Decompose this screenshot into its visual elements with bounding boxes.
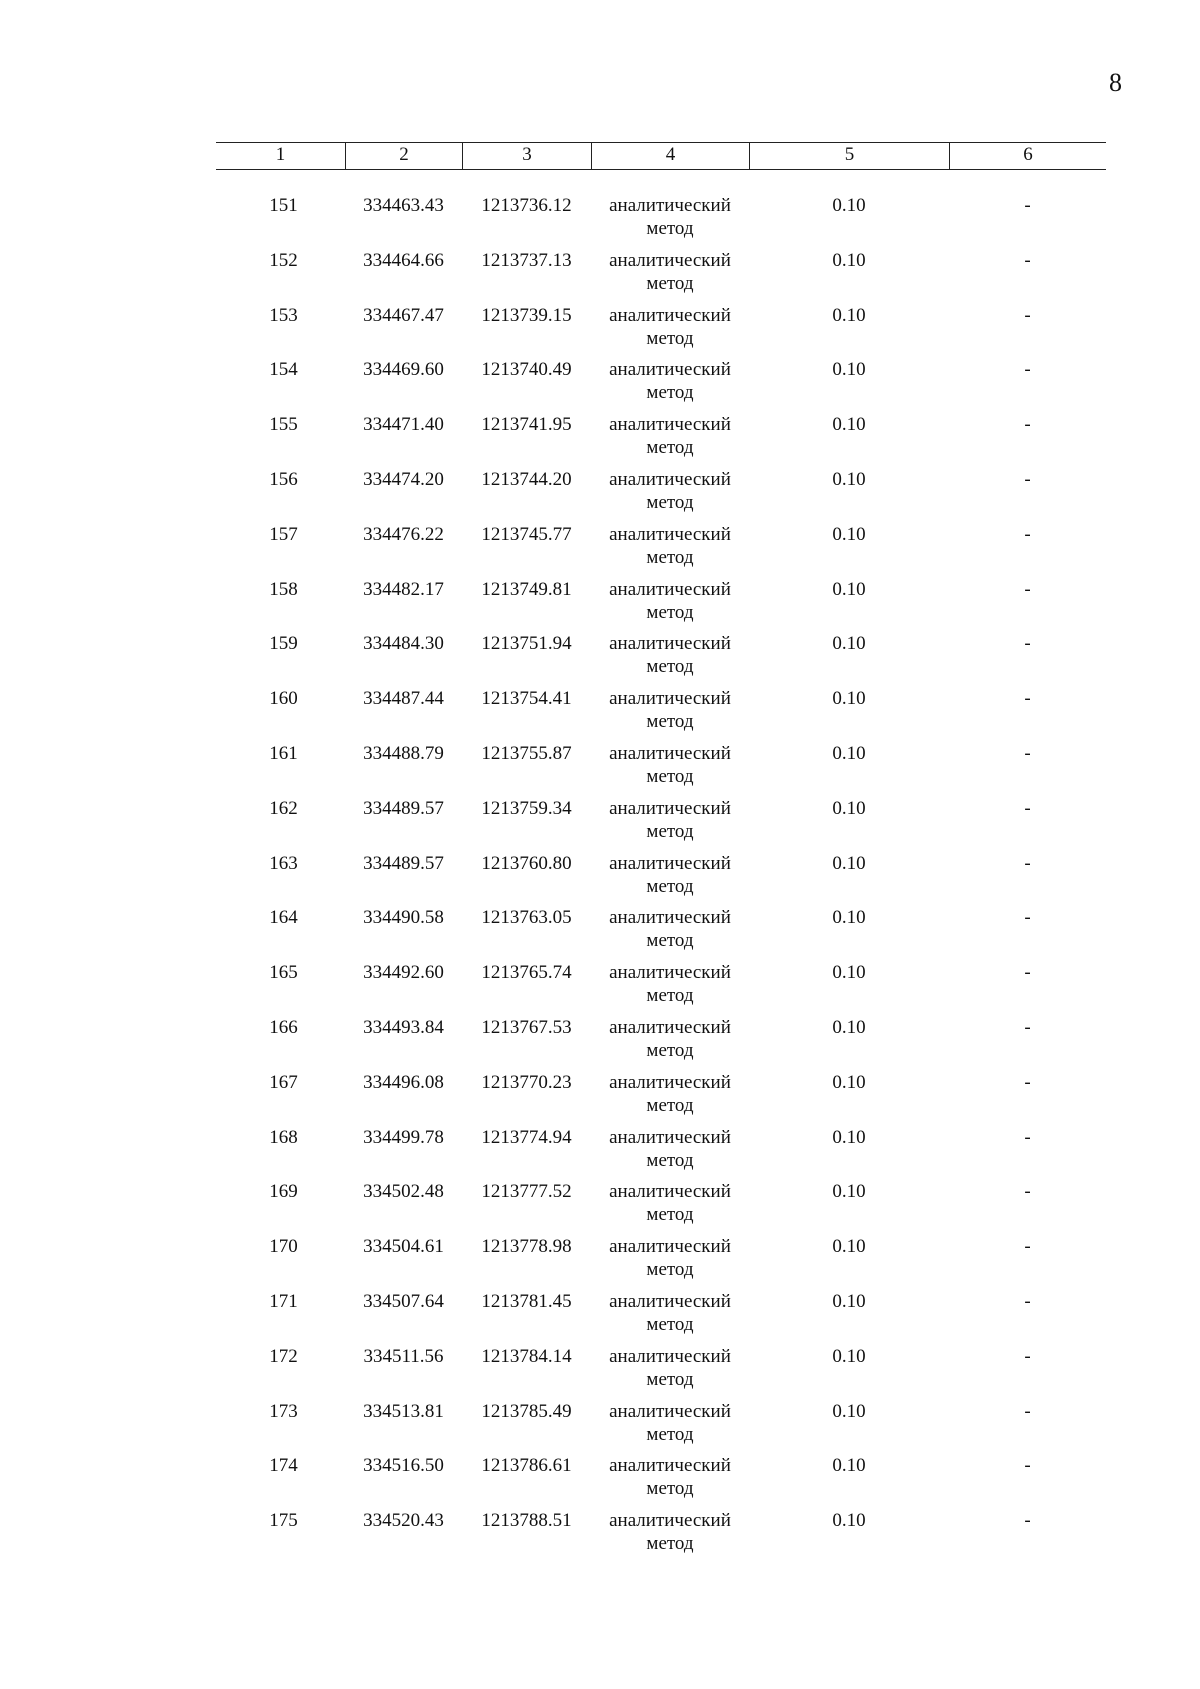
method-cell bbox=[591, 1126, 749, 1181]
point-number-cell: 154 bbox=[269, 359, 298, 381]
coordinate-y-cell: 1213778.98 bbox=[481, 1236, 572, 1258]
method-line-2: метод bbox=[646, 546, 694, 568]
table-row bbox=[216, 413, 1106, 468]
table-body bbox=[216, 194, 1106, 1564]
note-cell: - bbox=[1024, 249, 1031, 271]
table-row bbox=[216, 1454, 1106, 1509]
note-cell: - bbox=[1024, 1016, 1031, 1038]
point-number-cell: 162 bbox=[269, 797, 298, 819]
method-line-2: метод bbox=[646, 1313, 694, 1335]
coordinate-y-cell: 1213788.51 bbox=[481, 1510, 572, 1532]
note-cell: - bbox=[1024, 1510, 1031, 1532]
point-number-cell: 155 bbox=[269, 414, 298, 436]
coordinate-y-cell: 1213737.13 bbox=[481, 249, 572, 271]
table-row bbox=[216, 1016, 1106, 1071]
point-number-cell: 167 bbox=[269, 1071, 298, 1093]
table-row bbox=[216, 523, 1106, 578]
method-cell bbox=[591, 742, 749, 797]
method-line-2: метод bbox=[646, 656, 694, 678]
note-cell: - bbox=[1024, 633, 1031, 655]
point-number-cell: 165 bbox=[269, 962, 298, 984]
header-col-2: 2 bbox=[345, 143, 462, 169]
coordinate-y-cell: 1213751.94 bbox=[481, 633, 572, 655]
method-line-2: метод bbox=[646, 1368, 694, 1390]
coordinate-y-cell: 1213736.12 bbox=[481, 195, 572, 216]
accuracy-cell: 0.10 bbox=[832, 1400, 866, 1422]
method-line-1: аналитический bbox=[609, 1181, 731, 1203]
note-cell: - bbox=[1024, 578, 1031, 600]
accuracy-cell: 0.10 bbox=[832, 1016, 866, 1038]
accuracy-cell: 0.10 bbox=[832, 1455, 866, 1477]
accuracy-cell: 0.10 bbox=[832, 1181, 866, 1203]
method-cell bbox=[591, 1235, 749, 1290]
method-cell bbox=[591, 468, 749, 523]
coordinate-x-cell: 334493.84 bbox=[363, 1016, 444, 1038]
note-cell: - bbox=[1024, 1126, 1031, 1148]
note-cell: - bbox=[1024, 523, 1031, 545]
method-cell bbox=[591, 1180, 749, 1235]
method-line-1: аналитический bbox=[609, 1455, 731, 1477]
method-cell bbox=[591, 523, 749, 578]
point-number-cell: 168 bbox=[269, 1126, 298, 1148]
point-number-cell: 169 bbox=[269, 1181, 298, 1203]
method-line-2: метод bbox=[646, 1478, 694, 1500]
accuracy-cell: 0.10 bbox=[832, 1290, 866, 1312]
method-cell bbox=[591, 304, 749, 359]
coordinate-x-cell: 334516.50 bbox=[363, 1455, 444, 1477]
point-number-cell: 160 bbox=[269, 688, 298, 710]
method-line-2: метод bbox=[646, 1423, 694, 1445]
accuracy-cell: 0.10 bbox=[832, 962, 866, 984]
coordinate-x-cell: 334471.40 bbox=[363, 414, 444, 436]
method-cell bbox=[591, 906, 749, 961]
point-number-cell: 175 bbox=[269, 1510, 298, 1532]
table-row bbox=[216, 1235, 1106, 1290]
method-line-1: аналитический bbox=[609, 195, 731, 216]
coordinate-x-cell: 334511.56 bbox=[363, 1345, 444, 1367]
accuracy-cell: 0.10 bbox=[832, 523, 866, 545]
method-line-2: метод bbox=[646, 1259, 694, 1281]
method-cell bbox=[591, 1345, 749, 1400]
table-row bbox=[216, 632, 1106, 687]
coordinate-x-cell: 334513.81 bbox=[363, 1400, 444, 1422]
coordinate-y-cell: 1213765.74 bbox=[481, 962, 572, 984]
method-line-2: метод bbox=[646, 1533, 694, 1555]
coordinate-y-cell: 1213755.87 bbox=[481, 742, 572, 764]
method-line-2: метод bbox=[646, 491, 694, 513]
point-number-cell: 173 bbox=[269, 1400, 298, 1422]
coordinate-x-cell: 334467.47 bbox=[363, 304, 444, 326]
coordinate-y-cell: 1213763.05 bbox=[481, 907, 572, 929]
coordinate-x-cell: 334464.66 bbox=[363, 249, 444, 271]
table-row bbox=[216, 797, 1106, 852]
note-cell: - bbox=[1024, 1400, 1031, 1422]
coordinate-x-cell: 334476.22 bbox=[363, 523, 444, 545]
coordinate-x-cell: 334520.43 bbox=[363, 1510, 444, 1532]
header-col-3: 3 bbox=[462, 143, 591, 169]
coordinate-x-cell: 334474.20 bbox=[363, 468, 444, 490]
table-row bbox=[216, 468, 1106, 523]
method-line-1: аналитический bbox=[609, 1236, 731, 1258]
method-line-2: метод bbox=[646, 601, 694, 623]
coordinate-y-cell: 1213760.80 bbox=[481, 852, 572, 874]
method-cell bbox=[591, 1400, 749, 1455]
method-cell bbox=[591, 358, 749, 413]
coordinate-y-cell: 1213767.53 bbox=[481, 1016, 572, 1038]
method-line-1: аналитический bbox=[609, 304, 731, 326]
table-row bbox=[216, 1071, 1106, 1126]
point-number-cell: 159 bbox=[269, 633, 298, 655]
method-line-1: аналитический bbox=[609, 907, 731, 929]
method-line-2: метод bbox=[646, 711, 694, 733]
coordinate-x-cell: 334489.57 bbox=[363, 852, 444, 874]
accuracy-cell: 0.10 bbox=[832, 359, 866, 381]
table-row bbox=[216, 578, 1106, 633]
coordinate-x-cell: 334502.48 bbox=[363, 1181, 444, 1203]
note-cell: - bbox=[1024, 852, 1031, 874]
method-cell bbox=[591, 249, 749, 304]
coordinate-x-cell: 334496.08 bbox=[363, 1071, 444, 1093]
coordinate-y-cell: 1213774.94 bbox=[481, 1126, 572, 1148]
coordinate-x-cell: 334490.58 bbox=[363, 907, 444, 929]
accuracy-cell: 0.10 bbox=[832, 907, 866, 929]
coordinate-x-cell: 334489.57 bbox=[363, 797, 444, 819]
table-row bbox=[216, 906, 1106, 961]
table-row bbox=[216, 961, 1106, 1016]
note-cell: - bbox=[1024, 1071, 1031, 1093]
coordinate-y-cell: 1213754.41 bbox=[481, 688, 572, 710]
point-number-cell: 171 bbox=[269, 1290, 298, 1312]
coordinate-x-cell: 334488.79 bbox=[363, 742, 444, 764]
method-line-2: метод bbox=[646, 382, 694, 404]
note-cell: - bbox=[1024, 195, 1031, 216]
method-line-1: аналитический bbox=[609, 1400, 731, 1422]
header-col-4: 4 bbox=[591, 143, 749, 169]
method-line-1: аналитический bbox=[609, 1126, 731, 1148]
coordinate-x-cell: 334492.60 bbox=[363, 962, 444, 984]
header-col-6: 6 bbox=[949, 143, 1106, 169]
note-cell: - bbox=[1024, 1181, 1031, 1203]
note-cell: - bbox=[1024, 1236, 1031, 1258]
table-row bbox=[216, 304, 1106, 359]
table-row bbox=[216, 249, 1106, 304]
method-line-2: метод bbox=[646, 820, 694, 842]
method-line-1: аналитический bbox=[609, 1290, 731, 1312]
method-line-1: аналитический bbox=[609, 578, 731, 600]
method-line-1: аналитический bbox=[609, 1345, 731, 1367]
coordinate-y-cell: 1213744.20 bbox=[481, 468, 572, 490]
table-row bbox=[216, 1345, 1106, 1400]
coordinate-x-cell: 334507.64 bbox=[363, 1290, 444, 1312]
point-number-cell: 164 bbox=[269, 907, 298, 929]
method-line-2: метод bbox=[646, 765, 694, 787]
method-cell bbox=[591, 797, 749, 852]
method-line-1: аналитический bbox=[609, 797, 731, 819]
point-number-cell: 170 bbox=[269, 1236, 298, 1258]
table-header bbox=[216, 142, 1106, 170]
point-number-cell: 161 bbox=[269, 742, 298, 764]
note-cell: - bbox=[1024, 1455, 1031, 1477]
point-number-cell: 166 bbox=[269, 1016, 298, 1038]
method-cell bbox=[591, 687, 749, 742]
table-row bbox=[216, 1126, 1106, 1181]
table-row bbox=[216, 742, 1106, 797]
table-row bbox=[216, 687, 1106, 742]
header-col-5: 5 bbox=[749, 143, 949, 169]
accuracy-cell: 0.10 bbox=[832, 468, 866, 490]
point-number-cell: 163 bbox=[269, 852, 298, 874]
method-line-1: аналитический bbox=[609, 962, 731, 984]
coordinate-y-cell: 1213745.77 bbox=[481, 523, 572, 545]
point-number-cell: 153 bbox=[269, 304, 298, 326]
note-cell: - bbox=[1024, 304, 1031, 326]
accuracy-cell: 0.10 bbox=[832, 852, 866, 874]
accuracy-cell: 0.10 bbox=[832, 195, 866, 216]
coordinate-y-cell: 1213739.15 bbox=[481, 304, 572, 326]
accuracy-cell: 0.10 bbox=[832, 414, 866, 436]
accuracy-cell: 0.10 bbox=[832, 304, 866, 326]
method-line-2: метод bbox=[646, 1094, 694, 1116]
table-row bbox=[216, 1180, 1106, 1235]
table-row bbox=[216, 194, 1106, 249]
method-cell bbox=[591, 1454, 749, 1509]
point-number-cell: 151 bbox=[269, 195, 298, 216]
method-line-2: метод bbox=[646, 875, 694, 897]
accuracy-cell: 0.10 bbox=[832, 1126, 866, 1148]
note-cell: - bbox=[1024, 742, 1031, 764]
coordinate-x-cell: 334463.43 bbox=[363, 195, 444, 216]
coordinate-y-cell: 1213740.49 bbox=[481, 359, 572, 381]
accuracy-cell: 0.10 bbox=[832, 1071, 866, 1093]
method-line-2: метод bbox=[646, 272, 694, 294]
accuracy-cell: 0.10 bbox=[832, 742, 866, 764]
method-line-1: аналитический bbox=[609, 359, 731, 381]
table-row bbox=[216, 1290, 1106, 1345]
method-line-2: метод bbox=[646, 218, 694, 239]
note-cell: - bbox=[1024, 1290, 1031, 1312]
point-number-cell: 156 bbox=[269, 468, 298, 490]
coordinate-x-cell: 334469.60 bbox=[363, 359, 444, 381]
point-number-cell: 152 bbox=[269, 249, 298, 271]
method-cell bbox=[591, 578, 749, 633]
method-cell bbox=[591, 1016, 749, 1071]
method-cell bbox=[591, 852, 749, 907]
method-line-1: аналитический bbox=[609, 688, 731, 710]
accuracy-cell: 0.10 bbox=[832, 797, 866, 819]
method-line-2: метод bbox=[646, 930, 694, 952]
coordinate-x-cell: 334499.78 bbox=[363, 1126, 444, 1148]
coordinate-x-cell: 334487.44 bbox=[363, 688, 444, 710]
coordinate-y-cell: 1213749.81 bbox=[481, 578, 572, 600]
method-cell bbox=[591, 194, 749, 249]
method-line-1: аналитический bbox=[609, 523, 731, 545]
accuracy-cell: 0.10 bbox=[832, 1345, 866, 1367]
method-line-1: аналитический bbox=[609, 468, 731, 490]
coordinate-y-cell: 1213741.95 bbox=[481, 414, 572, 436]
method-cell bbox=[591, 1509, 749, 1564]
point-number-cell: 158 bbox=[269, 578, 298, 600]
accuracy-cell: 0.10 bbox=[832, 1510, 866, 1532]
note-cell: - bbox=[1024, 797, 1031, 819]
table-row bbox=[216, 1509, 1106, 1564]
point-number-cell: 157 bbox=[269, 523, 298, 545]
accuracy-cell: 0.10 bbox=[832, 578, 866, 600]
accuracy-cell: 0.10 bbox=[832, 688, 866, 710]
method-line-2: метод bbox=[646, 985, 694, 1007]
note-cell: - bbox=[1024, 962, 1031, 984]
coordinate-y-cell: 1213781.45 bbox=[481, 1290, 572, 1312]
method-line-2: метод bbox=[646, 437, 694, 459]
method-line-1: аналитический bbox=[609, 249, 731, 271]
method-line-1: аналитический bbox=[609, 414, 731, 436]
table-row bbox=[216, 852, 1106, 907]
coordinate-x-cell: 334482.17 bbox=[363, 578, 444, 600]
coordinate-y-cell: 1213770.23 bbox=[481, 1071, 572, 1093]
method-line-2: метод bbox=[646, 327, 694, 349]
method-line-2: метод bbox=[646, 1204, 694, 1226]
table-row bbox=[216, 358, 1106, 413]
method-line-1: аналитический bbox=[609, 1016, 731, 1038]
coordinate-y-cell: 1213786.61 bbox=[481, 1455, 572, 1477]
note-cell: - bbox=[1024, 688, 1031, 710]
method-line-1: аналитический bbox=[609, 633, 731, 655]
method-line-1: аналитический bbox=[609, 1510, 731, 1532]
coordinate-y-cell: 1213777.52 bbox=[481, 1181, 572, 1203]
page-number: 8 bbox=[1109, 68, 1122, 97]
accuracy-cell: 0.10 bbox=[832, 249, 866, 271]
note-cell: - bbox=[1024, 907, 1031, 929]
method-line-1: аналитический bbox=[609, 742, 731, 764]
method-cell bbox=[591, 1071, 749, 1126]
coordinate-y-cell: 1213784.14 bbox=[481, 1345, 572, 1367]
accuracy-cell: 0.10 bbox=[832, 1236, 866, 1258]
method-line-1: аналитический bbox=[609, 1071, 731, 1093]
method-cell bbox=[591, 632, 749, 687]
note-cell: - bbox=[1024, 1345, 1031, 1367]
method-line-1: аналитический bbox=[609, 852, 731, 874]
method-line-2: метод bbox=[646, 1149, 694, 1171]
note-cell: - bbox=[1024, 414, 1031, 436]
coordinate-x-cell: 334484.30 bbox=[363, 633, 444, 655]
coordinate-y-cell: 1213785.49 bbox=[481, 1400, 572, 1422]
header-col-1: 1 bbox=[275, 144, 286, 165]
method-line-2: метод bbox=[646, 1039, 694, 1061]
note-cell: - bbox=[1024, 468, 1031, 490]
method-cell bbox=[591, 1290, 749, 1345]
point-number-cell: 174 bbox=[269, 1455, 298, 1477]
coordinate-y-cell: 1213759.34 bbox=[481, 797, 572, 819]
point-number-cell: 172 bbox=[269, 1345, 298, 1367]
method-cell bbox=[591, 413, 749, 468]
note-cell: - bbox=[1024, 359, 1031, 381]
coordinate-x-cell: 334504.61 bbox=[363, 1236, 444, 1258]
table-row bbox=[216, 1400, 1106, 1455]
method-cell bbox=[591, 961, 749, 1016]
accuracy-cell: 0.10 bbox=[832, 633, 866, 655]
